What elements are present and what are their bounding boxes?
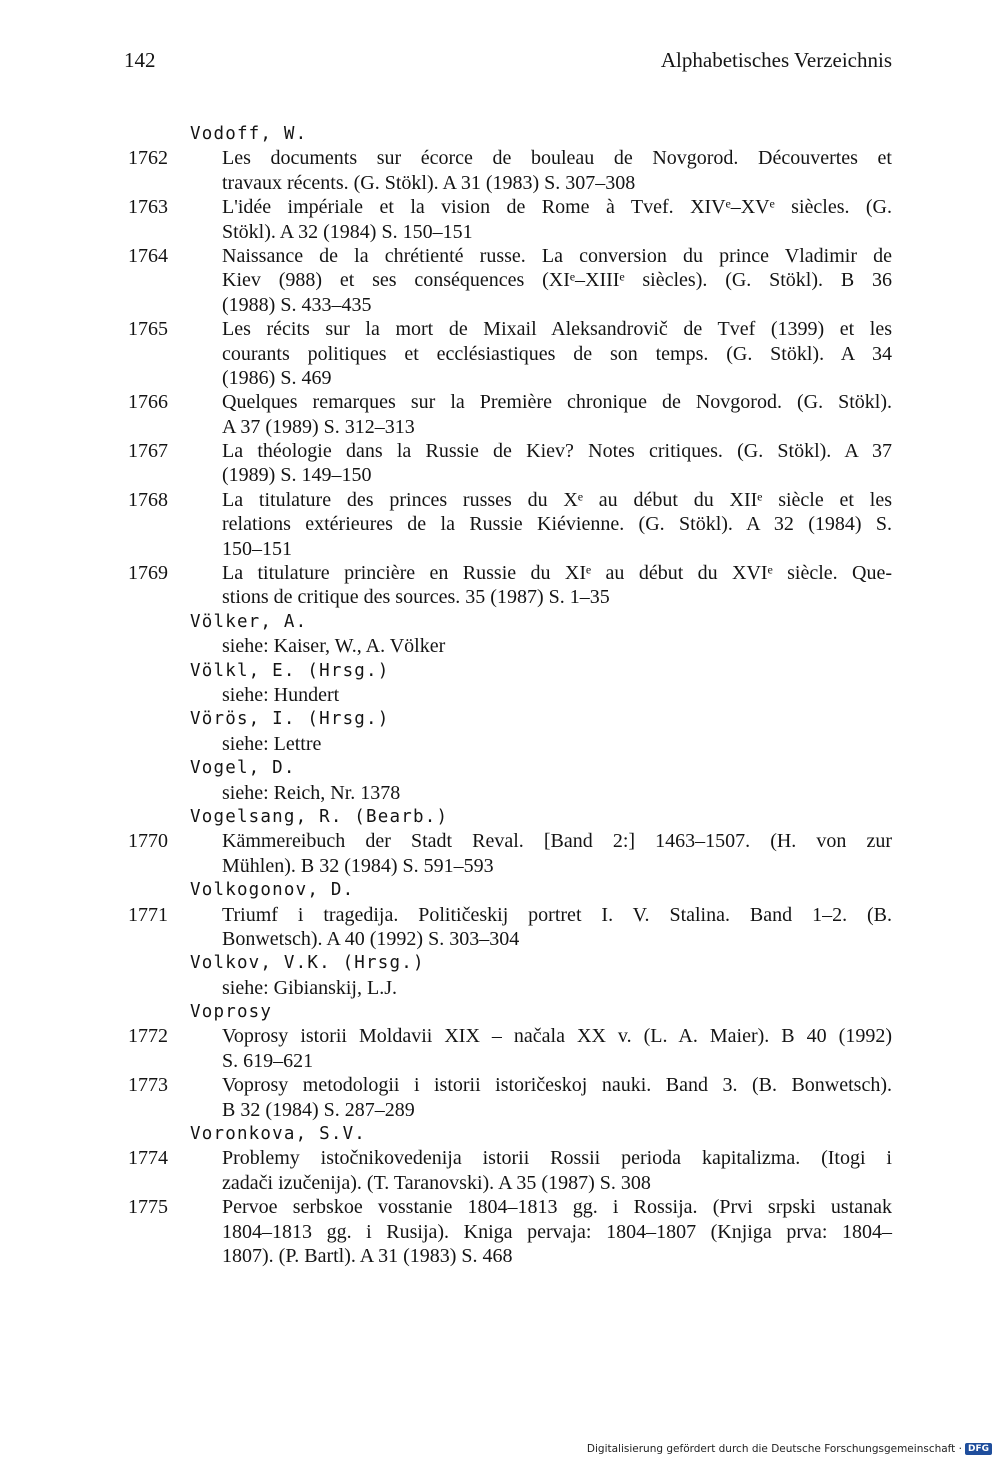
author-heading: Voronkova, S.V. [190,1124,367,1145]
entry-continuation-line [120,220,892,244]
entry-text: courants politiques et ecclésiastiques de son temps. (G. Stökl). A 34 [222,342,892,365]
entry-text: Triumf i tragedija. Političeskij portret I. V. Stalina. Band 1–2. (B. [222,903,892,926]
entry-text: La titulature princière en Russie du XIᵉ au début du XVIᵉ siècle. Que- [222,562,892,585]
cross-reference: siehe: Reich, Nr. 1378 [222,781,401,804]
entry-first-line [120,146,892,170]
author-heading: Volkov, V.K. (Hrsg.) [190,953,425,974]
credit-text: Digitalisierung gefördert durch die Deutsche Forschungsgemeinschaft · [586,1443,962,1455]
entry-text: Voprosy istorii Moldavii XIX – načala XX v. (L. A. Maier). B 40 (1992) [222,1025,892,1048]
cross-reference: siehe: Lettre [222,732,322,755]
entry-number: 1762 [128,147,168,170]
entry-number: 1763 [128,196,168,219]
entry-continuation-line [120,293,892,317]
entry-number: 1772 [128,1025,168,1048]
entry-first-line [120,317,892,341]
entry-continuation-line [120,927,892,951]
entry-continuation-line [120,366,892,390]
entry-number: 1769 [128,562,168,585]
author-heading: Voprosy [190,1002,273,1023]
entry-continuation-line [120,1098,892,1122]
page-header [124,48,892,78]
entry-continuation-line [120,854,892,878]
entry-text: stions de critique des sources. 35 (1987) S. 1–35 [222,586,610,609]
cross-reference: siehe: Hundert [222,683,340,706]
entry-text: 1804–1813 gg. i Rusija). Kniga pervaja: 1804–1807 (Knjiga prva: 1804– [222,1220,892,1243]
author-heading: Völker, A. [190,611,308,632]
entry-continuation-line [120,171,892,195]
entry-text: B 32 (1984) S. 287–289 [222,1098,415,1121]
entry-text: Voprosy metodologii i istorii istoričeskoj nauki. Band 3. (B. Bonwetsch). [222,1074,892,1097]
entry-number: 1775 [128,1196,168,1219]
entry-first-line [120,244,892,268]
author-heading: Völkl, E. (Hrsg.) [190,660,390,681]
entry-first-line [120,439,892,463]
entry-text: A 37 (1989) S. 312–313 [222,415,415,438]
entry-text: Naissance de la chrétienté russe. La conversion du prince Vladimir de [222,244,892,267]
entry-first-line [120,561,892,585]
digitization-credit [587,1443,992,1455]
entry-text: Stökl). A 32 (1984) S. 150–151 [222,220,473,243]
entry-first-line [120,1073,892,1097]
dfg-logo: DFG [965,1443,992,1455]
entry-continuation-line [120,415,892,439]
entry-number: 1773 [128,1074,168,1097]
entry-text: Bonwetsch). A 40 (1992) S. 303–304 [222,927,520,950]
entry-text: relations extérieures de la Russie Kiévienne. (G. Stökl). A 32 (1984) S. [222,513,892,536]
entry-number: 1770 [128,830,168,853]
entry-text: zadači izučenija). (T. Taranovski). A 35 (1987) S. 308 [222,1171,651,1194]
entry-continuation-line [120,463,892,487]
entry-continuation-line [120,537,892,561]
entry-first-line [120,488,892,512]
page-number: 142 [124,48,156,72]
entry-continuation-line [120,268,892,292]
entry-text: Mühlen). B 32 (1984) S. 591–593 [222,854,494,877]
entry-number: 1765 [128,318,168,341]
entry-text: Kämmereibuch der Stadt Reval. [Band 2:] 1463–1507. (H. von zur [222,830,892,853]
entry-text: La théologie dans la Russie de Kiev? Notes critiques. (G. Stökl). A 37 [222,440,892,463]
author-heading: Vörös, I. (Hrsg.) [190,709,390,730]
entry-first-line [120,1146,892,1170]
entry-text: 1807). (P. Bartl). A 31 (1983) S. 468 [222,1244,513,1267]
author-heading: Vogel, D. [190,758,296,779]
entry-first-line [120,903,892,927]
entry-continuation-line [120,1049,892,1073]
entry-first-line [120,195,892,219]
entry-number: 1774 [128,1147,168,1170]
entry-text: Pervoe serbskoe vosstanie 1804–1813 gg. i Rossija. (Prvi srpski ustanak [222,1196,892,1219]
entry-continuation-line [120,1244,892,1268]
author-heading: Vogelsang, R. (Bearb.) [190,806,449,827]
entry-number: 1766 [128,391,168,414]
entry-number: 1768 [128,488,168,511]
entry-text: (1988) S. 433–435 [222,293,372,316]
entry-continuation-line [120,1171,892,1195]
entry-first-line [120,1195,892,1219]
running-head: Alphabetisches Verzeichnis [660,48,892,72]
entry-text: L'idée impériale et la vision de Rome à Tvef. XIVᵉ–XVᵉ siècles. (G. [222,196,892,219]
entry-first-line [120,829,892,853]
entry-continuation-line [120,585,892,609]
author-heading: Vodoff, W. [190,124,308,144]
entry-continuation-line [120,1220,892,1244]
entry-text: (1986) S. 469 [222,366,332,389]
cross-reference: siehe: Gibianskij, L.J. [222,976,397,999]
entry-number: 1771 [128,903,168,926]
entry-text: Quelques remarques sur la Première chronique de Novgorod. (G. Stökl). [222,391,892,414]
entry-text: Kiev (988) et ses conséquences (XIᵉ–XIIIᵉ siècles). (G. Stökl). B 36 [222,269,892,292]
index-body [120,122,892,1268]
entry-text: Les documents sur écorce de bouleau de Novgorod. Découvertes et [222,147,892,170]
cross-reference: siehe: Kaiser, W., A. Völker [222,635,446,658]
author-heading: Volkogonov, D. [190,880,355,901]
entry-first-line [120,1024,892,1048]
entry-text: Problemy istočnikovedenija istorii Rossii perioda kapitalizma. (Itogi i [222,1147,892,1170]
entry-text: travaux récents. (G. Stökl). A 31 (1983) S. 307–308 [222,171,636,194]
entry-number: 1767 [128,440,168,463]
entry-number: 1764 [128,244,168,267]
entry-text: (1989) S. 149–150 [222,464,372,487]
entry-continuation-line [120,342,892,366]
entry-text: 150–151 [222,537,292,560]
entry-text: La titulature des princes russes du Xᵉ au début du XIIᵉ siècle et les [222,488,892,511]
entry-text: S. 619–621 [222,1049,314,1072]
entry-first-line [120,390,892,414]
entry-continuation-line [120,512,892,536]
entry-text: Les récits sur la mort de Mixail Aleksandrovič de Tvef (1399) et les [222,318,892,341]
